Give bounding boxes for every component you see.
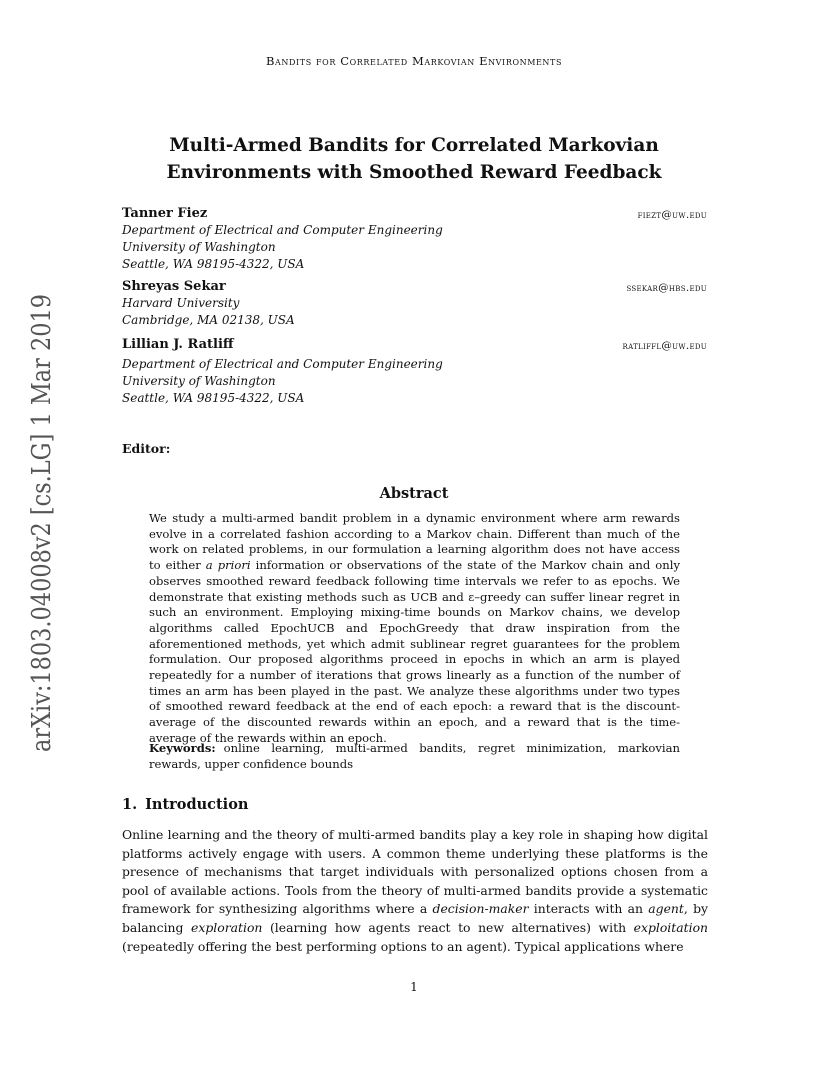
intro-text: (repeatedly offering the best performing options to an agent). Typical applications where: [122, 938, 684, 954]
title-line-2: Environments with Smoothed Reward Feedback: [166, 162, 662, 183]
author-affiliation-3: [122, 356, 443, 407]
affiliation-line: Cambridge, MA 02138, USA: [122, 313, 295, 327]
affiliation-line: Harvard University: [122, 296, 240, 310]
keywords-text: online learning, multi-armed bandits, regret minimization, markovian rewards, upper confidence bounds: [149, 741, 680, 771]
affiliation-line: Department of Electrical and Computer Engineering: [122, 357, 443, 371]
author-email-1: fiezt@uw.edu: [637, 209, 707, 221]
keywords-label: Keywords:: [149, 741, 216, 755]
section-number: 1.: [122, 796, 138, 813]
intro-text: (learning how agents react to new alternatives) with: [262, 919, 634, 935]
running-head: Bandits for Correlated Markovian Environments: [265, 54, 563, 68]
abstract-italic: a priori: [205, 558, 251, 573]
section-heading: [122, 796, 248, 813]
intro-italic: exploitation: [633, 919, 709, 935]
affiliation-line: Seattle, WA 98195-4322, USA: [122, 257, 305, 271]
section-title: Introduction: [145, 796, 249, 813]
intro-italic: agent: [648, 901, 684, 917]
editor-label: Editor:: [122, 441, 171, 456]
intro-text: interacts with an: [528, 901, 649, 917]
introduction-body: [122, 826, 708, 956]
arxiv-stamp: [20, 292, 60, 752]
page-number: 1: [410, 980, 418, 994]
abstract-heading: Abstract: [379, 485, 449, 502]
affiliation-line: Seattle, WA 98195-4322, USA: [122, 391, 305, 405]
intro-text: , by balancing: [122, 901, 709, 935]
affiliation-line: Department of Electrical and Computer Engineering: [122, 223, 443, 237]
arxiv-stamp-graphic: [20, 292, 60, 752]
arxiv-stamp-text: arXiv:1803.04008v2 [cs.LG] 1 Mar 2019: [27, 292, 57, 752]
author-affiliation-1: [122, 222, 443, 273]
abstract-body: [149, 511, 680, 747]
intro-text: Online learning and the theory of multi-armed bandits play a key role in shaping how digital platforms actively engage with users. A common theme underlying these platforms is the presence of mechanisms that target individuals with personalized options chosen from a pool of available actions. Tools from the theory of multi-armed bandits provide a systematic framework for synthesizing algorithms where a: [122, 827, 708, 917]
title-line-1: Multi-Armed Bandits for Correlated Markovian: [169, 135, 659, 156]
author-name-1: Tanner Fiez: [122, 206, 208, 221]
intro-paragraph: [122, 826, 708, 956]
keywords: [149, 740, 680, 772]
abstract-paragraph: [149, 511, 680, 747]
abstract-text: information or observations of the state of the Markov chain and only observes smoothed reward feedback following time intervals we refer to as epochs. We demonstrate that existing methods such as UCB and ε–greedy can suffer linear regret in such an environment. Employing mixing-time bounds on Markov chains, we develop algorithms called EpochUCB and EpochGreedy that draw inspiration from the aforementioned methods, yet which admit sublinear regret guarantees for the problem formulation. Our proposed algorithms proceed in epochs in which an arm is played repeatedly for a number of iterations that grows linearly as a function of the number of times an arm has been played in the past. We analyze these algorithms under two types of smoothed reward feedback at the end of each epoch: a reward that is the discount-average of the discounted rewards within an epoch, and a reward that is the time-average of the rewards within an epoch.: [149, 558, 681, 745]
author-name-2: Shreyas Sekar: [122, 279, 226, 294]
author-name-3: Lillian J. Ratliff: [122, 337, 234, 352]
author-email-2: ssekar@hbs.edu: [626, 282, 707, 294]
paper-title: [100, 132, 728, 186]
affiliation-line: University of Washington: [122, 374, 276, 388]
abstract-text: We study a multi-armed bandit problem in a dynamic environment where arm rewards evolve in a correlated fashion according to a Markov chain. Different than much of the work on related problems, in our formulation a learning algorithm does not have access to either: [149, 511, 680, 573]
author-email-3: ratliffl@uw.edu: [622, 340, 707, 352]
affiliation-line: University of Washington: [122, 240, 276, 254]
intro-italic: exploration: [191, 919, 263, 935]
intro-italic: decision-maker: [432, 901, 529, 917]
author-affiliation-2: [122, 295, 295, 329]
